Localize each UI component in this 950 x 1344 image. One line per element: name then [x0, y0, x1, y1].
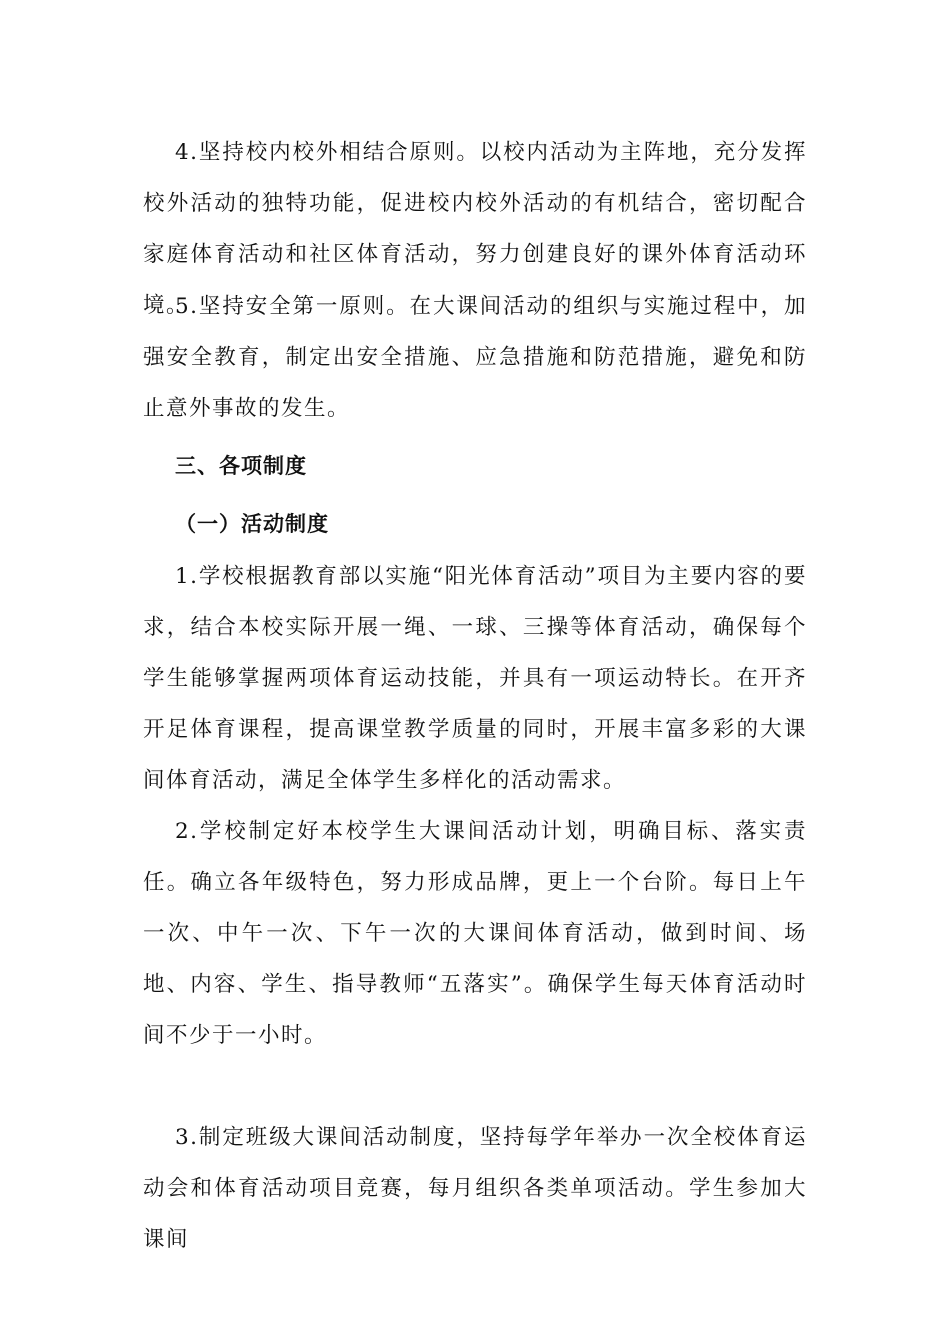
paragraph-rule-3: 3.制定班级大课间活动制度，坚持每学年举办一次全校体育运动会和体育活动项目竞赛，每月组织各类单项活动。学生参加大课间: [143, 1125, 807, 1252]
paragraph-rule-2: 2.学校制定好本校学生大课间活动计划，明确目标、落实责任。确立各年级特色，努力形成品牌，更上一个台阶。每日上午一次、中午一次、下午一次的大课间体育活动，做到时间、场地、内容、学生、指导教师“五落实”。确保学生每天体育活动时间不少于一小时。: [143, 819, 807, 1048]
paragraph-rule-1: 1.学校根据教育部以实施“阳光体育活动”项目为主要内容的要求，结合本校实际开展一绳、一球、三操等体育活动，确保每个学生能够掌握两项体育运动技能，并具有一项运动特长。在开齐开足体育课程，提高课堂教学质量的同时，开展丰富多彩的大课间体育活动，满足全体学生多样化的活动需求。: [143, 564, 807, 793]
paragraph-principle-4: 4.坚持校内校外相结合原则。以校内活动为主阵地，充分发挥校外活动的独特功能，促进校内校外活动的有机结合，密切配合家庭体育活动和社区体育活动，努力创建良好的课外体育活动环境。: [143, 140, 807, 318]
subsection-heading-activity-rules: （一）活动制度: [175, 512, 329, 536]
section-heading-rules: 三、各项制度: [175, 454, 307, 478]
paragraph-principle-5: 5.坚持安全第一原则。在大课间活动的组织与实施过程中，加强安全教育，制定出安全措施、应急措施和防范措施，避免和防止意外事故的发生。: [143, 294, 807, 421]
